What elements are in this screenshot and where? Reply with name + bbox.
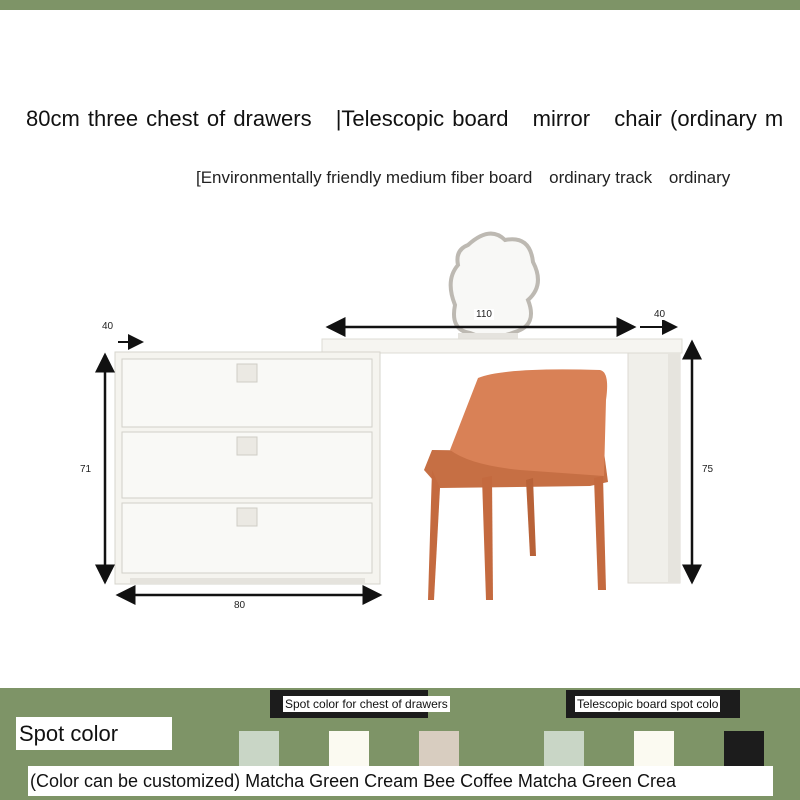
- swatch-black-board[interactable]: [724, 731, 764, 767]
- dim-label-chest-height: 71: [80, 464, 92, 475]
- dim-label-top-width: 110: [476, 309, 492, 320]
- swatch-cream-chest[interactable]: [329, 731, 369, 767]
- headline-item-chest: 80cm three chest of drawers: [26, 106, 312, 131]
- swatch-matcha-green-board[interactable]: [544, 731, 584, 767]
- chest-spot-color-tag: Spot color for chest of drawers: [285, 697, 448, 711]
- swatch-coffee-chest[interactable]: [419, 731, 459, 767]
- mirror: [451, 234, 538, 339]
- spot-color-label: Spot color: [16, 717, 172, 750]
- subline-item-track: ordinary track: [549, 168, 653, 187]
- swatch-cream-board[interactable]: [634, 731, 674, 767]
- dim-label-right-depth: 40: [654, 309, 666, 320]
- swatch-matcha-green-chest[interactable]: [239, 731, 279, 767]
- dim-label-chest-width: 80: [234, 600, 246, 611]
- dim-label-left-depth: 40: [102, 321, 114, 332]
- subline-item-ordinary: ordinary: [668, 168, 731, 187]
- headline-item-chair: chair (ordinary m: [614, 106, 784, 131]
- chair: [424, 369, 608, 600]
- headline-item-mirror: mirror: [532, 106, 591, 131]
- dim-label-desk-height: 75: [702, 464, 714, 475]
- color-caption: (Color can be customized) Matcha Green Cream Bee Coffee Matcha Green Crea: [28, 766, 773, 796]
- headline-item-board: |Telescopic board: [335, 106, 509, 131]
- board-spot-color-tag: Telescopic board spot colo: [577, 697, 719, 711]
- chest-of-drawers: [115, 352, 380, 584]
- subline-item-board: [Environmentally friendly medium fiber board: [196, 168, 533, 187]
